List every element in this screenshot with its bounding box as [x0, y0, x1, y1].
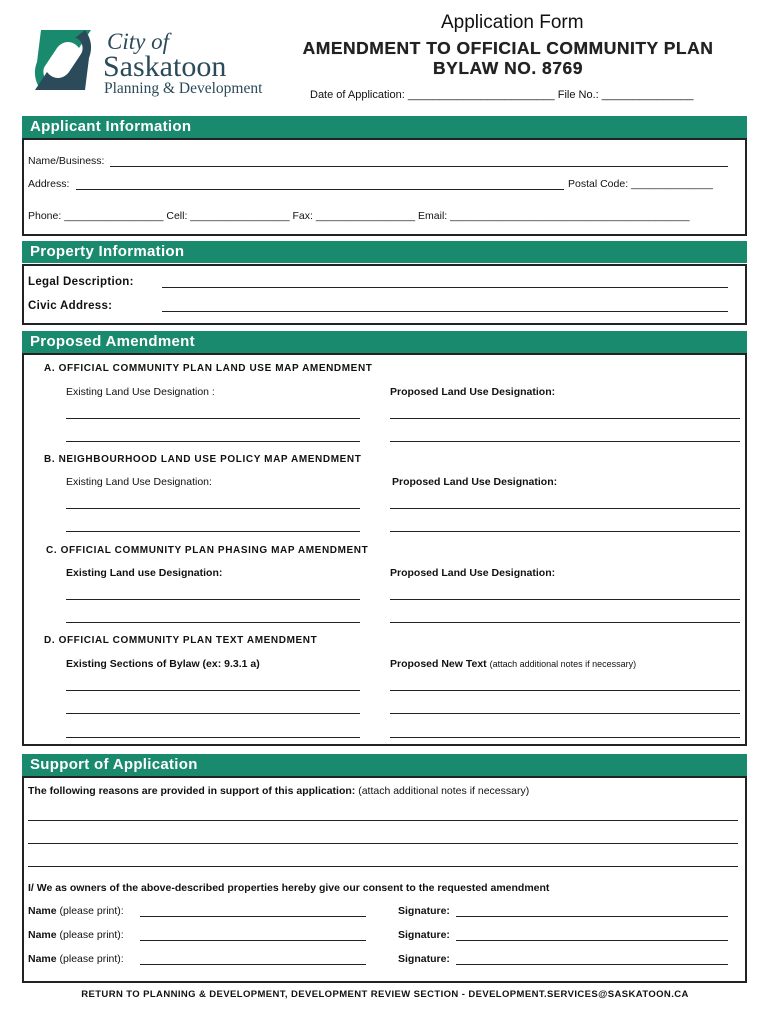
signature-row-3-label: Signature: — [398, 953, 450, 965]
property-section-heading: Property Information — [22, 241, 747, 263]
form-type-label: Application Form — [441, 12, 584, 33]
a-existing-field-1[interactable] — [66, 418, 360, 419]
signature-row-1-label: Signature: — [398, 905, 450, 917]
date-file-line[interactable]: Date of Application: ________________________ File No.: _______________ — [310, 89, 694, 101]
support-box — [22, 776, 747, 983]
return-instructions-footer: RETURN TO PLANNING & DEVELOPMENT, DEVELOPMENT REVIEW SECTION - DEVELOPMENT.SERVICES@SASKATOON.CA — [81, 989, 689, 1000]
c-existing-field-1[interactable] — [66, 599, 360, 600]
c-existing-label: Existing Land use Designation: — [66, 567, 223, 579]
a-proposed-field-1[interactable] — [390, 418, 740, 419]
reasons-note: (attach additional notes if necessary) — [358, 785, 530, 797]
d-proposed-label: Proposed New Text — [390, 658, 487, 670]
logo-city-of: City of — [107, 29, 169, 54]
b-existing-field-2[interactable] — [66, 531, 360, 532]
d-existing-field-2[interactable] — [66, 713, 360, 714]
support-section-heading: Support of Application — [22, 754, 747, 776]
c-proposed-field-1[interactable] — [390, 599, 740, 600]
name-business-label: Name/Business: — [28, 155, 105, 167]
d-existing-field-1[interactable] — [66, 690, 360, 691]
civic-address-field[interactable] — [162, 311, 728, 312]
signature-field-1[interactable] — [456, 916, 728, 917]
address-label: Address: — [28, 178, 70, 190]
a-existing-field-2[interactable] — [66, 441, 360, 442]
signature-row-2-label: Signature: — [398, 929, 450, 941]
form-title — [284, 38, 732, 78]
amendment-c-title: C. OFFICIAL COMMUNITY PLAN PHASING MAP AMENDMENT — [46, 545, 369, 556]
signature-field-3[interactable] — [456, 964, 728, 965]
b-existing-field-1[interactable] — [66, 508, 360, 509]
form-title-line2: BYLAW NO. 8769 — [433, 58, 583, 78]
d-proposed-field-1[interactable] — [390, 690, 740, 691]
amendment-b-title: B. NEIGHBOURHOOD LAND USE POLICY MAP AMENDMENT — [44, 454, 362, 465]
d-proposed-field-2[interactable] — [390, 713, 740, 714]
name-field-1[interactable] — [140, 916, 366, 917]
name-field-2[interactable] — [140, 940, 366, 941]
city-logo-icon — [33, 28, 93, 92]
d-proposed-field-3[interactable] — [390, 737, 740, 738]
reasons-label: The following reasons are provided in support of this application: — [28, 785, 356, 797]
c-existing-field-2[interactable] — [66, 622, 360, 623]
postal-code-field[interactable]: Postal Code: ______________ — [568, 178, 713, 190]
form-title-line1: AMENDMENT TO OFFICIAL COMMUNITY PLAN — [302, 38, 714, 58]
logo-department: Planning & Development — [104, 80, 263, 97]
contact-fields-line[interactable]: Phone: _________________ Cell: _________________ Fax: _________________ Email: _________________________________________ — [28, 210, 690, 222]
reasons-line — [28, 785, 529, 797]
d-existing-field-3[interactable] — [66, 737, 360, 738]
name-row-3-label: Name (please print): — [28, 953, 124, 965]
consent-statement: I/ We as owners of the above-described properties hereby give our consent to the requested amendment — [28, 882, 550, 894]
b-proposed-field-1[interactable] — [390, 508, 740, 509]
a-proposed-field-2[interactable] — [390, 441, 740, 442]
legal-description-label: Legal Description: — [28, 276, 134, 288]
c-proposed-field-2[interactable] — [390, 622, 740, 623]
address-field[interactable] — [76, 189, 564, 190]
reasons-field-3[interactable] — [28, 866, 738, 867]
name-row-1-label: Name (please print): — [28, 905, 124, 917]
d-proposed-note: (attach additional notes if necessary) — [489, 659, 637, 669]
civic-address-label: Civic Address: — [28, 300, 113, 312]
legal-description-field[interactable] — [162, 287, 728, 288]
b-existing-label: Existing Land Use Designation: — [66, 476, 212, 488]
d-existing-label: Existing Sections of Bylaw (ex: 9.3.1 a) — [66, 658, 260, 670]
a-proposed-label: Proposed Land Use Designation: — [390, 386, 556, 398]
c-proposed-label: Proposed Land Use Designation: — [390, 567, 556, 579]
reasons-field-2[interactable] — [28, 843, 738, 844]
a-existing-label: Existing Land Use Designation : — [66, 386, 215, 398]
signature-field-2[interactable] — [456, 940, 728, 941]
name-row-2-label: Name (please print): — [28, 929, 124, 941]
b-proposed-field-2[interactable] — [390, 531, 740, 532]
name-field-3[interactable] — [140, 964, 366, 965]
logo-city-name: Saskatoon — [103, 50, 227, 83]
reasons-field-1[interactable] — [28, 820, 738, 821]
b-proposed-label: Proposed Land Use Designation: — [392, 476, 558, 488]
amendment-d-title: D. OFFICIAL COMMUNITY PLAN TEXT AMENDMENT — [44, 635, 318, 646]
amendment-section-heading: Proposed Amendment — [22, 331, 747, 353]
applicant-section-heading: Applicant Information — [22, 116, 747, 138]
amendment-a-title: A. OFFICIAL COMMUNITY PLAN LAND USE MAP AMENDMENT — [44, 363, 373, 374]
d-proposed-label-wrap — [390, 658, 636, 670]
name-business-field[interactable] — [110, 166, 728, 167]
property-box — [22, 264, 747, 325]
